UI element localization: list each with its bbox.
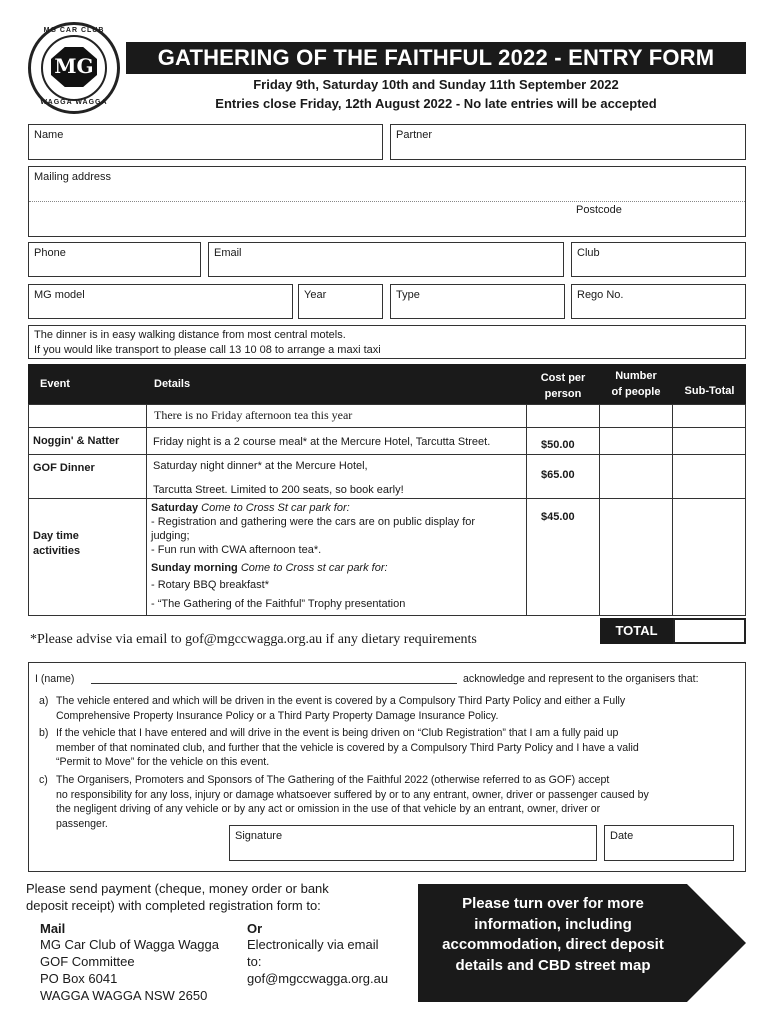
th-subtotal: Sub-Total [684, 385, 735, 397]
club-logo [28, 22, 120, 114]
email-address-link[interactable]: gof@mgccwagga.org.au [247, 971, 389, 986]
decl-b-text [56, 726, 739, 770]
mail-line: WAGGA WAGGA NSW 2650 [40, 988, 208, 1003]
form-title: GATHERING OF THE FAITHFUL 2022 - ENTRY FORM [126, 42, 746, 74]
decl-c-line3: the negligent driving of any vehicle or by any act or omission in the use of that vehicle by an entrant, owner, driver or [56, 803, 601, 816]
signature-field[interactable] [229, 825, 597, 861]
gof-subtotal-input[interactable] [672, 454, 746, 499]
sunday-item-2: - “The Gathering of the Faithful” Trophy presentation [151, 598, 406, 610]
saturday-item-1b: judging; [151, 530, 190, 542]
payment-line2: deposit receipt) with completed registration form to: [26, 898, 321, 913]
year-field[interactable] [298, 284, 383, 319]
payment-line1: Please send payment (cheque, money order or bank [26, 881, 329, 896]
saturday-italic: Come to Cross St car park for: [198, 502, 350, 514]
mail-line: MG Car Club of Wagga Wagga [40, 937, 219, 952]
th-cost-line2: person [544, 388, 582, 400]
decl-a-line1: The vehicle entered and which will be driven in the event is covered by a Compulsory Third Party Policy and either a Fully [56, 695, 626, 707]
club-label: Club [577, 247, 600, 259]
turn-over-line: accommodation, direct deposit [442, 936, 664, 953]
decl-c-line1: The Organisers, Promoters and Sponsors of The Gathering of the Faithful 2022 (otherwise referred to as GOF) accept [56, 774, 610, 786]
rego-field[interactable] [571, 284, 746, 319]
th-number [600, 369, 672, 399]
name-label: Name [34, 129, 64, 141]
date-label: Date [610, 830, 634, 842]
mg-model-label: MG model [34, 289, 85, 301]
th-details: Details [154, 378, 191, 390]
or-line: Electronically via email [247, 937, 379, 952]
decl-a-line2: Comprehensive Property Insurance Policy or a Third Party Property Damage Insurance Policy. [56, 709, 499, 722]
saturday-item-2: - Fun run with CWA afternoon tea*. [151, 544, 322, 556]
signature-label: Signature [235, 830, 283, 842]
mail-heading: Mail [40, 921, 66, 936]
transport-note-line2: If you would like transport to please call 13 10 08 to arrange a maxi taxi [34, 344, 381, 356]
decl-a-text [56, 694, 739, 723]
total-input[interactable] [673, 618, 746, 644]
event-dates: Friday 9th, Saturday 10th and Sunday 11th September 2022 [253, 77, 619, 92]
th-event: Event [40, 378, 70, 390]
table-cell [526, 404, 600, 428]
email-label: Email [214, 247, 242, 259]
logo-ring-text-bottom: WAGGA WAGGA [40, 99, 108, 106]
transport-note-line1: The dinner is in easy walking distance from most central motels. [34, 329, 346, 341]
mail-section [40, 921, 219, 1004]
mailing-address-label: Mailing address [34, 171, 112, 183]
partner-field[interactable] [390, 124, 746, 160]
phone-field[interactable] [28, 242, 201, 277]
table-cell [672, 404, 746, 428]
day-event-line1: Day time [33, 530, 79, 542]
noggin-event: Noggin' & Natter [33, 435, 120, 447]
mg-model-field[interactable] [28, 284, 293, 319]
mail-line: GOF Committee [40, 954, 135, 969]
declaration-box [28, 662, 746, 872]
entries-close-notice: Entries close Friday, 12th August 2022 - No late entries will be accepted [215, 96, 657, 111]
club-field[interactable] [571, 242, 746, 277]
email-section [247, 921, 388, 987]
sunday-item-1: - Rotary BBQ breakfast* [151, 579, 269, 591]
gof-details-line1: Saturday night dinner* at the Mercure Hotel, [153, 460, 368, 472]
or-heading: Or [247, 921, 263, 936]
turn-over-notice [418, 894, 688, 976]
friday-note: There is no Friday afternoon tea this year [154, 408, 353, 422]
saturday-heading [151, 501, 350, 516]
day-number-input[interactable] [599, 498, 673, 616]
postcode-label: Postcode [576, 204, 622, 216]
noggin-details: Friday night is a 2 course meal* at the Mercure Hotel, Tarcutta Street. [153, 436, 491, 448]
th-cost-line1: Cost per [540, 372, 586, 384]
saturday-item-1: - Registration and gathering were the cars are on public display for [151, 516, 476, 528]
logo-mg-text: MG [54, 54, 94, 78]
day-event-line2: activities [33, 545, 81, 557]
gof-number-input[interactable] [599, 454, 673, 499]
partner-label: Partner [396, 129, 433, 141]
decl-c-text [56, 773, 739, 831]
address-divider [29, 201, 745, 202]
event-table-header [28, 364, 746, 404]
phone-label: Phone [34, 247, 66, 259]
logo-ring-text-top: MG CAR CLUB [43, 27, 105, 34]
decl-name-input[interactable] [91, 683, 457, 684]
decl-ack: acknowledge and represent to the organisers that: [463, 673, 699, 685]
table-cell [599, 404, 673, 428]
turn-over-line: Please turn over for more [462, 895, 644, 912]
saturday-bold: Saturday [151, 502, 199, 514]
decl-b-line3: “Permit to Move” for the vehicle on this event. [56, 756, 270, 769]
gof-price: $65.00 [541, 469, 575, 481]
gof-event: GOF Dinner [33, 462, 95, 474]
mail-line: PO Box 6041 [40, 971, 118, 986]
rego-label: Rego No. [577, 289, 624, 301]
decl-c-label: c) [39, 774, 48, 786]
th-number-line1: Number [615, 370, 657, 382]
day-subtotal-input[interactable] [672, 498, 746, 616]
type-label: Type [396, 289, 420, 301]
turn-over-line: details and CBD street map [455, 956, 651, 974]
payment-instructions [26, 880, 386, 914]
sunday-italic: Come to Cross st car park for: [237, 562, 388, 574]
decl-name-label: I (name) [35, 673, 75, 685]
dietary-note: *Please advise via email to gof@mgccwagga.org.au if any dietary requirements [30, 632, 477, 647]
noggin-number-input[interactable] [599, 427, 673, 455]
gof-details-line2: Tarcutta Street. Limited to 200 seats, so book early! [153, 484, 404, 496]
day-price: $45.00 [541, 511, 575, 523]
mailing-address-field[interactable] [28, 166, 746, 237]
decl-b-line1: If the vehicle that I have entered and will drive in the event is being driven on “Club Registration” that I am a fully paid up [56, 727, 619, 739]
sunday-heading [151, 561, 388, 576]
decl-c-line4: passenger. [56, 817, 108, 830]
email-field[interactable] [208, 242, 564, 277]
decl-a-label: a) [39, 695, 49, 707]
turn-over-line: information, including [474, 915, 632, 933]
noggin-subtotal-input[interactable] [672, 427, 746, 455]
th-cost [528, 371, 598, 401]
name-field[interactable] [28, 124, 383, 160]
table-cell [28, 404, 147, 428]
year-label: Year [304, 289, 327, 301]
th-number-line2: of people [611, 386, 661, 398]
or-line: to: [247, 954, 262, 969]
decl-b-label: b) [39, 727, 49, 739]
decl-b-line2: member of that nominated club, and further that the vehicle is covered by a Compulsory Third Party Policy and I have a valid [56, 741, 639, 754]
date-field[interactable] [604, 825, 734, 861]
decl-c-line2: no responsibility for any loss, injury or damage whatsoever suffered by or to any entrant, owner, driver or passenger caused by [56, 788, 649, 801]
noggin-price: $50.00 [541, 439, 575, 451]
total-label: TOTAL [600, 618, 673, 644]
transport-note [28, 325, 746, 359]
sunday-bold: Sunday morning [151, 562, 238, 574]
type-field[interactable] [390, 284, 565, 319]
